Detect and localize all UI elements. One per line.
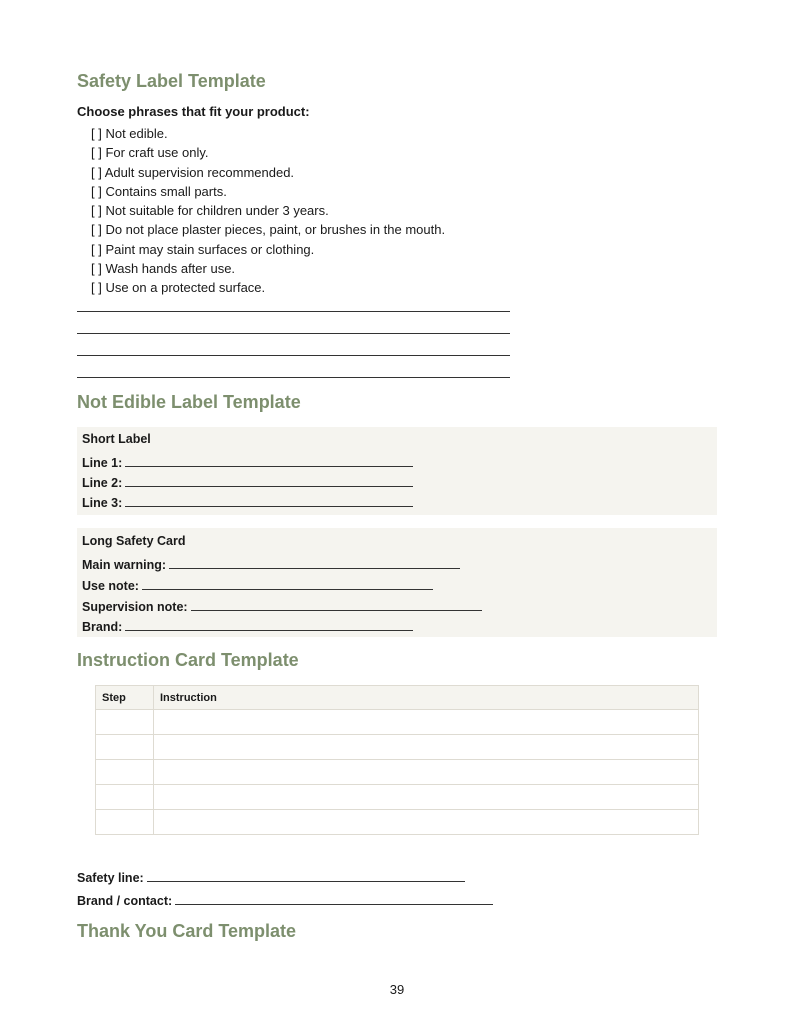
phrase-option[interactable]: [ ] Paint may stain surfaces or clothing.	[91, 241, 315, 257]
field-label: Use note:	[82, 579, 139, 593]
step-column-header: Step	[96, 686, 154, 710]
table-row	[96, 735, 699, 760]
phrase-option[interactable]: [ ] Not suitable for children under 3 years.	[91, 203, 329, 219]
fill-line[interactable]	[191, 599, 482, 611]
table-row	[96, 810, 699, 835]
step-cell[interactable]	[96, 810, 154, 835]
field-label: Brand / contact:	[77, 894, 173, 908]
short-label-title: Short Label	[82, 432, 151, 446]
phrase-option[interactable]: [ ] Wash hands after use.	[91, 261, 236, 277]
step-cell[interactable]	[96, 710, 154, 735]
instruction-cell[interactable]	[154, 760, 699, 785]
phrase-option[interactable]: [ ] Contains small parts.	[91, 183, 227, 199]
table-row	[96, 785, 699, 810]
field-label: Brand:	[82, 620, 123, 634]
phrase-option[interactable]: [ ] Not edible.	[91, 126, 168, 141]
field-label: Supervision note:	[82, 600, 188, 614]
write-in-line[interactable]	[77, 377, 510, 378]
phrase-intro: Choose phrases that fit your product:	[77, 104, 310, 119]
table-header-row	[96, 686, 699, 710]
thank-you-card-heading: Thank You Card Template	[77, 921, 297, 941]
fill-line[interactable]	[147, 870, 465, 882]
field-label: Line 3:	[82, 496, 123, 510]
brand-contact-field	[77, 893, 493, 908]
not-edible-heading: Not Edible Label Template	[77, 392, 301, 412]
field-label: Safety line:	[77, 871, 144, 885]
instruction-cell[interactable]	[154, 735, 699, 760]
use-note-field	[82, 578, 433, 593]
instruction-cell[interactable]	[154, 785, 699, 810]
fill-line[interactable]	[142, 578, 433, 590]
step-cell[interactable]	[96, 760, 154, 785]
write-in-line[interactable]	[77, 311, 510, 312]
short-label-line-1	[82, 455, 413, 470]
field-label: Line 2:	[82, 476, 123, 490]
instruction-cell[interactable]	[154, 810, 699, 835]
fill-line[interactable]	[125, 495, 413, 507]
fill-line[interactable]	[125, 455, 413, 467]
step-cell[interactable]	[96, 785, 154, 810]
fill-line[interactable]	[125, 619, 413, 631]
fill-line[interactable]	[169, 557, 460, 569]
instruction-column-header: Instruction	[154, 686, 699, 710]
phrase-option[interactable]: [ ] Do not place plaster pieces, paint, or brushes in the mouth.	[91, 222, 446, 238]
instruction-cell[interactable]	[154, 710, 699, 735]
short-label-line-3	[82, 495, 413, 510]
field-label: Line 1:	[82, 456, 123, 470]
long-safety-card-title: Long Safety Card	[82, 534, 186, 548]
safety-label-heading: Safety Label Template	[77, 71, 266, 91]
write-in-line[interactable]	[77, 355, 510, 356]
instruction-table	[95, 685, 699, 835]
phrase-option[interactable]: [ ] For craft use only.	[91, 145, 209, 161]
table-row	[96, 710, 699, 735]
fill-line[interactable]	[125, 475, 413, 487]
main-warning-field	[82, 557, 460, 572]
fill-line[interactable]	[175, 893, 493, 905]
supervision-note-field	[82, 599, 482, 614]
phrase-option[interactable]: [ ] Use on a protected surface.	[91, 280, 266, 296]
write-in-line[interactable]	[77, 333, 510, 334]
step-cell[interactable]	[96, 735, 154, 760]
short-label-panel	[77, 427, 717, 515]
table-row	[96, 760, 699, 785]
brand-field	[82, 619, 413, 634]
phrase-option[interactable]: [ ] Adult supervision recommended.	[91, 164, 295, 180]
safety-line-field	[77, 870, 465, 885]
field-label: Main warning:	[82, 558, 167, 572]
page-number: 39	[389, 982, 405, 997]
instruction-card-heading: Instruction Card Template	[77, 650, 299, 670]
long-safety-card-panel	[77, 528, 717, 637]
short-label-line-2	[82, 475, 413, 490]
phrase-checklist	[91, 124, 445, 298]
